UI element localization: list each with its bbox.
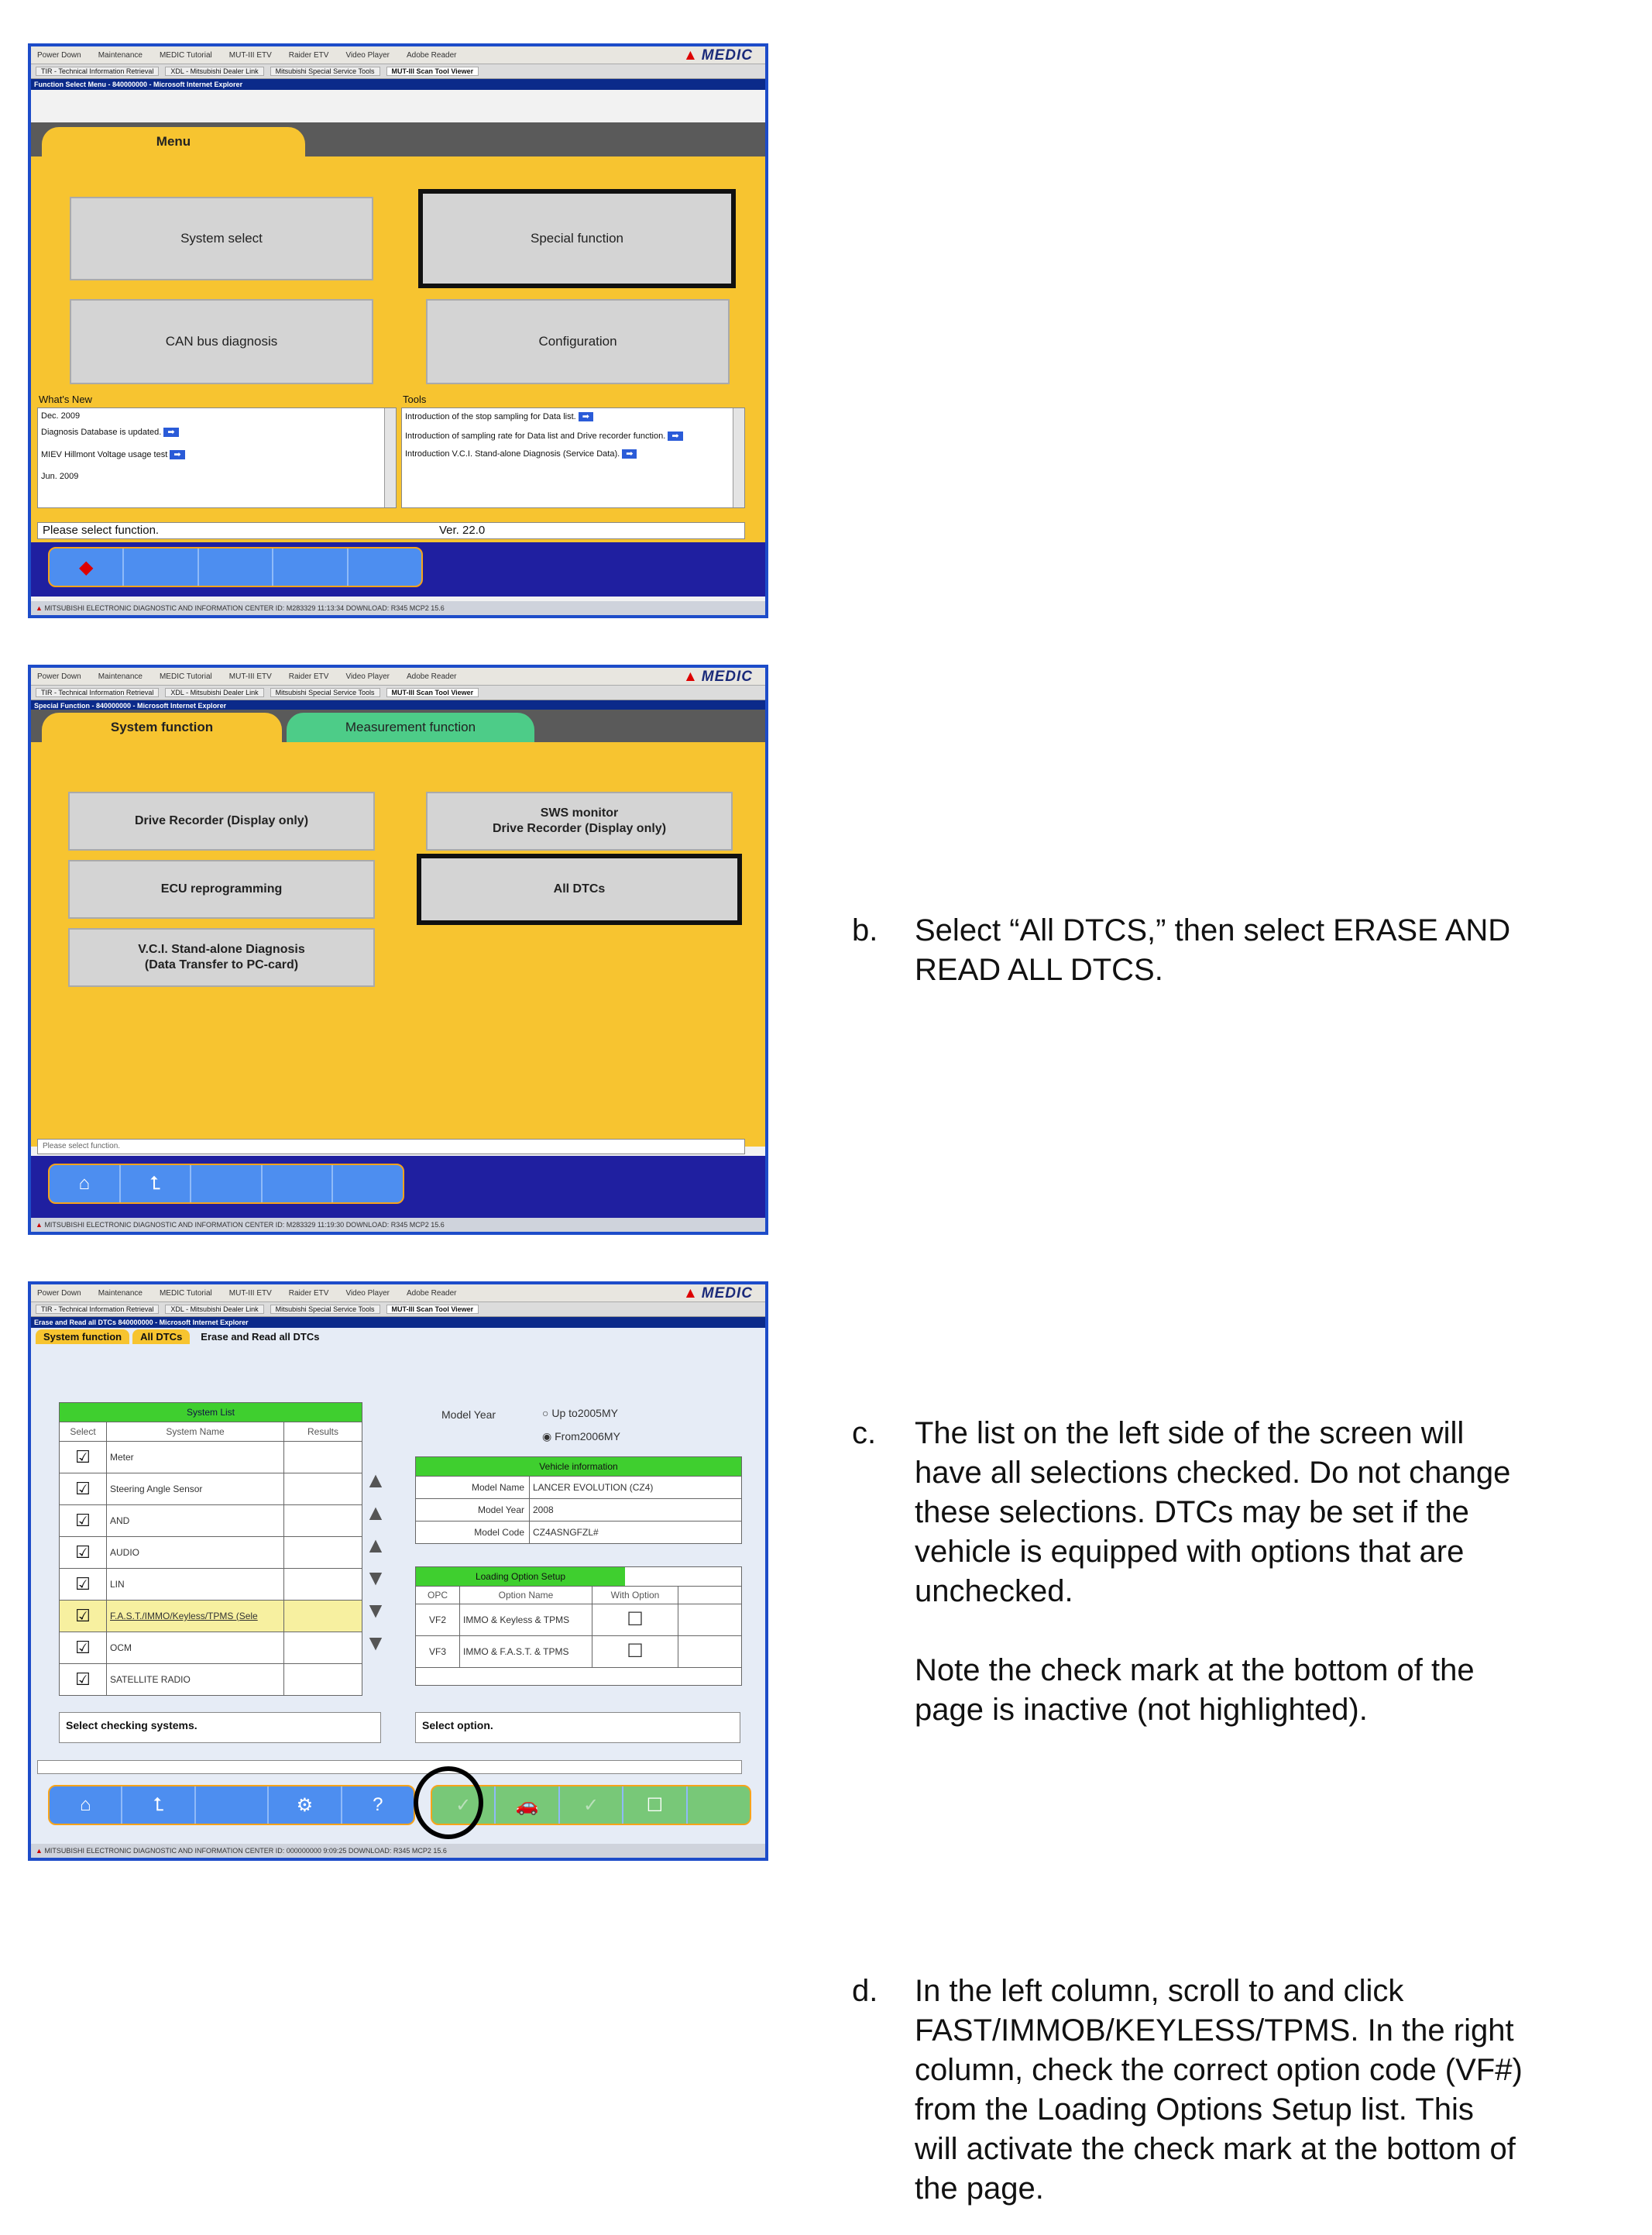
tab-scan-tool-viewer[interactable]: MUT-III Scan Tool Viewer (386, 1305, 479, 1314)
checkbox-checked-icon[interactable]: ☑ (60, 1664, 107, 1695)
toolbar-adobe[interactable]: Adobe Reader (406, 1288, 457, 1298)
left-hint: Select checking systems. (59, 1712, 381, 1743)
system-list-scrollbar[interactable]: ▲ ▲ ▲ ▼ ▼ ▼ (365, 1468, 386, 1655)
all-dtcs-button[interactable]: All DTCs (417, 854, 742, 925)
bottom-nav (48, 547, 423, 587)
table-row[interactable] (416, 1635, 741, 1667)
loading-option-setup (415, 1566, 742, 1686)
toolbar-mut-etv[interactable]: MUT-III ETV (228, 672, 272, 681)
tools-panel (401, 407, 745, 508)
nav-slot-4[interactable] (263, 1165, 334, 1202)
caption-line: The list on the left side of the screen will (915, 1416, 1465, 1450)
arrow-right-icon[interactable]: ➡ (579, 412, 593, 421)
vehicle-info-value: LANCER EVOLUTION (CZ4) (533, 1482, 654, 1493)
tools-title: Tools (403, 394, 427, 405)
table-row[interactable] (60, 1663, 362, 1695)
vehicle-icon[interactable]: 🚗 (496, 1786, 559, 1824)
system-list-title: System List (60, 1403, 362, 1422)
vehicle-info-value: 2008 (533, 1504, 554, 1515)
toolbar-tutorial[interactable]: MEDIC Tutorial (159, 672, 212, 681)
tab-tir[interactable]: TIR - Technical Information Retrieval (36, 67, 159, 76)
vehicle-info-key: Model Code (416, 1522, 530, 1543)
window-title: Function Select Menu - 840000000 - Microsoft Internet Explorer (31, 79, 765, 90)
caption-line: page is inactive (not highlighted). (915, 1693, 1368, 1727)
vehicle-info-title: Vehicle information (416, 1457, 741, 1476)
toolbar-maintenance[interactable]: Maintenance (98, 672, 143, 681)
bottom-nav-left (48, 1785, 415, 1825)
spacer (915, 1611, 1510, 1651)
tools-item-2[interactable]: Introduction of sampling rate for Data list and Drive recorder function. ➡ (405, 431, 699, 441)
tab-xdl[interactable]: XDL - Mitsubishi Dealer Link (165, 1305, 263, 1314)
special-function-button[interactable]: Special function (418, 189, 736, 288)
tab-scan-tool-viewer[interactable]: MUT-III Scan Tool Viewer (386, 688, 479, 697)
help-icon[interactable]: ? (373, 1794, 383, 1815)
caption-line: will activate the check mark at the bottom of (915, 2132, 1516, 2166)
check-mark-icon[interactable]: ✓ (560, 1786, 623, 1824)
system-list (59, 1402, 362, 1696)
caption-line: FAST/IMMOB/KEYLESS/TPMS. In the right (915, 2013, 1514, 2048)
option-name: IMMO & F.A.S.T. & TPMS (460, 1636, 592, 1667)
scrollbar[interactable] (733, 408, 744, 507)
toolbar-mut-etv[interactable]: MUT-III ETV (228, 50, 272, 60)
option-code: VF2 (416, 1604, 460, 1635)
tab-special-tools[interactable]: Mitsubishi Special Service Tools (270, 67, 380, 76)
caption-line: vehicle is equipped with options that are (915, 1535, 1465, 1569)
home-icon[interactable]: ⌂ (50, 1786, 122, 1824)
tab-special-tools[interactable]: Mitsubishi Special Service Tools (270, 688, 380, 697)
vehicle-info-key: Model Year (416, 1499, 530, 1521)
bottom-nav (48, 1164, 404, 1204)
footer-status: ▲ MITSUBISHI ELECTRONIC DIAGNOSTIC AND INFORMATION CENTER ID: M283329 11:19:30 DOWNLOAD: R345 MCP2 15.6 (31, 1218, 765, 1232)
app-toolbar (31, 668, 765, 686)
system-name: Meter (107, 1442, 284, 1473)
caption-line: READ ALL DTCS. (915, 953, 1163, 987)
system-list-rows (60, 1441, 362, 1695)
whats-new-item-2[interactable]: MIEV Hillmont Voltage usage test ➡ (41, 449, 380, 459)
vehicle-info-key: Model Name (416, 1477, 530, 1498)
whats-new-item-1[interactable]: Diagnosis Database is updated. ➡ (41, 427, 380, 437)
status-bar (37, 1139, 745, 1154)
screenshot-menu (28, 43, 768, 618)
toolbar-video[interactable]: Video Player (345, 672, 390, 681)
nav-slot-2[interactable] (124, 548, 198, 586)
toolbar-raider-etv[interactable]: Raider ETV (288, 1288, 329, 1298)
table-row (416, 1498, 741, 1521)
caption-line: column, check the correct option code (VF#) (915, 2053, 1523, 2087)
checkbox-checked-icon[interactable]: ☑ (60, 1473, 107, 1504)
loading-option-rows (416, 1604, 741, 1667)
nav-slot-3[interactable] (191, 1165, 263, 1202)
nav-slot-5[interactable] (333, 1165, 403, 1202)
table-row[interactable] (60, 1473, 362, 1504)
system-select-button[interactable]: System select (70, 197, 373, 280)
app-toolbar (31, 1284, 765, 1302)
status-text: Please select function. (43, 1142, 121, 1150)
breadcrumb-all-dtcs[interactable]: All DTCs (132, 1329, 190, 1344)
model-year-label: Model Year (441, 1408, 496, 1421)
vehicle-info (415, 1456, 742, 1544)
whats-new-date-1: Dec. 2009 (41, 411, 81, 421)
caption-line: the page. (915, 2171, 1044, 2206)
system-list-header: Select System Name Results (60, 1422, 362, 1441)
toolbar-mut-etv[interactable]: MUT-III ETV (228, 1288, 272, 1298)
toolbar-raider-etv[interactable]: Raider ETV (288, 50, 329, 60)
breadcrumb (36, 1328, 327, 1345)
option-checkbox[interactable]: ☐ (592, 1636, 678, 1667)
option-filler (416, 1667, 741, 1685)
caption-line: have all selections checked. Do not change (915, 1456, 1511, 1490)
gear-icon[interactable]: ⚙ (269, 1786, 342, 1824)
arrow-right-icon[interactable]: ➡ (622, 449, 637, 459)
vci-standalone-button[interactable]: V.C.I. Stand-alone Diagnosis (Data Transfer to PC-card) (68, 928, 375, 987)
configuration-button[interactable]: Configuration (426, 299, 730, 384)
table-row[interactable] (416, 1604, 741, 1635)
tab-scan-tool-viewer[interactable]: MUT-III Scan Tool Viewer (386, 67, 479, 76)
toolbar-tutorial[interactable]: MEDIC Tutorial (159, 1288, 212, 1298)
back-icon[interactable]: ⮤ (121, 1165, 192, 1202)
system-name: OCM (107, 1632, 284, 1663)
browser-tabs (31, 64, 765, 79)
result-cell (284, 1664, 362, 1695)
toolbar-video[interactable]: Video Player (345, 1288, 390, 1298)
screenshot-erase-read-dtcs (28, 1281, 768, 1861)
table-row (416, 1476, 741, 1498)
tools-item-3[interactable]: Introduction V.C.I. Stand-alone Diagnosis (Service Data). ➡ (405, 449, 729, 459)
medic-logo: ▲ MEDIC (682, 47, 753, 64)
whats-new-title: What's New (39, 394, 92, 405)
highlight-circle (414, 1766, 483, 1839)
whats-new-date-2: Jun. 2009 (41, 472, 79, 481)
toolbar-adobe[interactable]: Adobe Reader (406, 50, 457, 60)
system-name: LIN (107, 1569, 284, 1600)
home-icon[interactable]: ⌂ (50, 1165, 121, 1202)
toolbar-maintenance[interactable]: Maintenance (98, 1288, 143, 1298)
system-name: SATELLITE RADIO (107, 1664, 284, 1695)
caption-c-letter: c. (852, 1416, 877, 1450)
status-bar (37, 1760, 742, 1774)
loading-option-title: Loading Option Setup (416, 1567, 625, 1586)
result-cell (284, 1505, 362, 1536)
arrow-right-icon[interactable]: ➡ (163, 428, 178, 437)
table-row[interactable] (60, 1568, 362, 1600)
arrow-right-icon[interactable]: ➡ (668, 432, 682, 441)
toolbar-power-down[interactable]: Power Down (37, 672, 81, 681)
version-label: Ver. 22.0 (439, 524, 486, 537)
toolbar-raider-etv[interactable]: Raider ETV (288, 672, 329, 681)
checkbox-checked-icon[interactable]: ☑ (60, 1505, 107, 1536)
nav-slot-3[interactable] (199, 548, 273, 586)
footer-status: ▲ MITSUBISHI ELECTRONIC DIAGNOSTIC AND INFORMATION CENTER ID: 000000000 9:09:25 DOWNLOAD: R345 MCP2 15.6 (31, 1844, 765, 1858)
status-text: Please select function. (43, 524, 160, 537)
caption-d-letter: d. (852, 1974, 878, 2008)
loading-option-header: OPC Option Name With Option (416, 1586, 741, 1604)
checkbox-icon[interactable]: ☐ (623, 1786, 687, 1824)
tab-menu[interactable]: Menu (42, 127, 305, 156)
nav-slot-empty[interactable] (688, 1786, 750, 1824)
system-name: AND (107, 1505, 284, 1536)
caption-line: unchecked. (915, 1574, 1073, 1608)
result-cell (284, 1537, 362, 1568)
caption-line: Note the check mark at the bottom of the (915, 1653, 1475, 1687)
arrow-right-icon[interactable]: ➡ (170, 450, 184, 459)
result-cell (284, 1442, 362, 1473)
system-name: AUDIO (107, 1537, 284, 1568)
browser-tabs (31, 1302, 765, 1317)
system-name: F.A.S.T./IMMO/Keyless/TPMS (Sele (107, 1601, 284, 1632)
tab-xdl[interactable]: XDL - Mitsubishi Dealer Link (165, 67, 263, 76)
option-checkbox[interactable]: ☐ (592, 1604, 678, 1635)
result-cell (284, 1569, 362, 1600)
ecu-reprogramming-button[interactable]: ECU reprogramming (68, 860, 375, 919)
nav-slot-5[interactable] (349, 548, 421, 586)
caption-line: from the Loading Options Setup list. This (915, 2092, 1474, 2127)
whats-new-panel (37, 407, 397, 508)
medic-logo: ▲ MEDIC (682, 1285, 753, 1301)
medic-logo: ▲ MEDIC (682, 669, 753, 685)
toolbar-maintenance[interactable]: Maintenance (98, 50, 143, 60)
window-title: Special Function - 840000000 - Microsoft Internet Explorer (31, 700, 765, 711)
table-row[interactable] (60, 1504, 362, 1536)
checkbox-checked-icon[interactable]: ☑ (60, 1569, 107, 1600)
caption-line: In the left column, scroll to and click (915, 1974, 1404, 2008)
breadcrumb-erase-read: Erase and Read all DTCs (201, 1330, 320, 1343)
sws-monitor-button[interactable]: SWS monitor Drive Recorder (Display only) (426, 792, 733, 851)
execute-check-icon[interactable]: ✓ (432, 1786, 496, 1824)
option-name: IMMO & Keyless & TPMS (460, 1604, 592, 1635)
result-cell (284, 1601, 362, 1632)
table-row[interactable] (60, 1632, 362, 1663)
caption-b-letter: b. (852, 913, 878, 947)
caption-line: Select “All DTCS,” then select ERASE AND (915, 913, 1511, 947)
drive-recorder-button[interactable]: Drive Recorder (Display only) (68, 792, 375, 851)
table-row (416, 1521, 741, 1543)
tab-measurement-function[interactable]: Measurement function (287, 713, 534, 742)
checkbox-checked-icon[interactable]: ☑ (60, 1601, 107, 1632)
result-cell (284, 1632, 362, 1663)
nav-slot-4[interactable] (273, 548, 348, 586)
scrollbar[interactable] (384, 408, 396, 507)
checkbox-checked-icon[interactable]: ☑ (60, 1442, 107, 1473)
radio-from-2006[interactable]: ◉ From2006MY (542, 1430, 620, 1442)
checkbox-checked-icon[interactable]: ☑ (60, 1632, 107, 1663)
nav-slot-3[interactable] (196, 1786, 269, 1824)
tools-item-1[interactable]: Introduction of the stop sampling for Data list. ➡ (405, 411, 729, 421)
tab-tir[interactable]: TIR - Technical Information Retrieval (36, 688, 159, 697)
checkbox-checked-icon[interactable]: ☑ (60, 1537, 107, 1568)
toolbar-power-down[interactable]: Power Down (37, 50, 81, 60)
breadcrumb-system-function[interactable]: System function (36, 1329, 129, 1344)
vehicle-info-rows (416, 1476, 741, 1543)
table-row[interactable] (60, 1441, 362, 1473)
table-row[interactable] (60, 1600, 362, 1632)
caption-line: these selections. DTCs may be set if the (915, 1495, 1469, 1529)
browser-tabs (31, 686, 765, 700)
footer-status: ▲ MITSUBISHI ELECTRONIC DIAGNOSTIC AND INFORMATION CENTER ID: M283329 11:13:34 DOWNLOAD: R345 MCP2 15.6 (31, 601, 765, 615)
tab-system-function[interactable]: System function (42, 713, 282, 742)
radio-up-to-2005[interactable]: ○ Up to2005MY (542, 1407, 618, 1419)
tab-xdl[interactable]: XDL - Mitsubishi Dealer Link (165, 688, 263, 697)
status-bar (37, 522, 745, 539)
can-bus-diagnosis-button[interactable]: CAN bus diagnosis (70, 299, 373, 384)
option-code: VF3 (416, 1636, 460, 1667)
back-icon[interactable]: ⮤ (122, 1786, 195, 1824)
app-toolbar (31, 46, 765, 64)
toolbar-tutorial[interactable]: MEDIC Tutorial (159, 50, 212, 60)
toolbar-adobe[interactable]: Adobe Reader (406, 672, 457, 681)
tab-tir[interactable]: TIR - Technical Information Retrieval (36, 1305, 159, 1314)
vehicle-info-value: CZ4ASNGFZL# (533, 1527, 599, 1538)
window-title: Erase and Read all DTCs 840000000 - Microsoft Internet Explorer (31, 1317, 765, 1328)
mitsubishi-logo-icon[interactable]: ◆ (50, 548, 124, 586)
toolbar-video[interactable]: Video Player (345, 50, 390, 60)
result-cell (284, 1473, 362, 1504)
tab-special-tools[interactable]: Mitsubishi Special Service Tools (270, 1305, 380, 1314)
right-hint: Select option. (415, 1712, 740, 1743)
table-row[interactable] (60, 1536, 362, 1568)
screenshot-special-function (28, 665, 768, 1235)
toolbar-power-down[interactable]: Power Down (37, 1288, 81, 1298)
system-name: Steering Angle Sensor (107, 1473, 284, 1504)
